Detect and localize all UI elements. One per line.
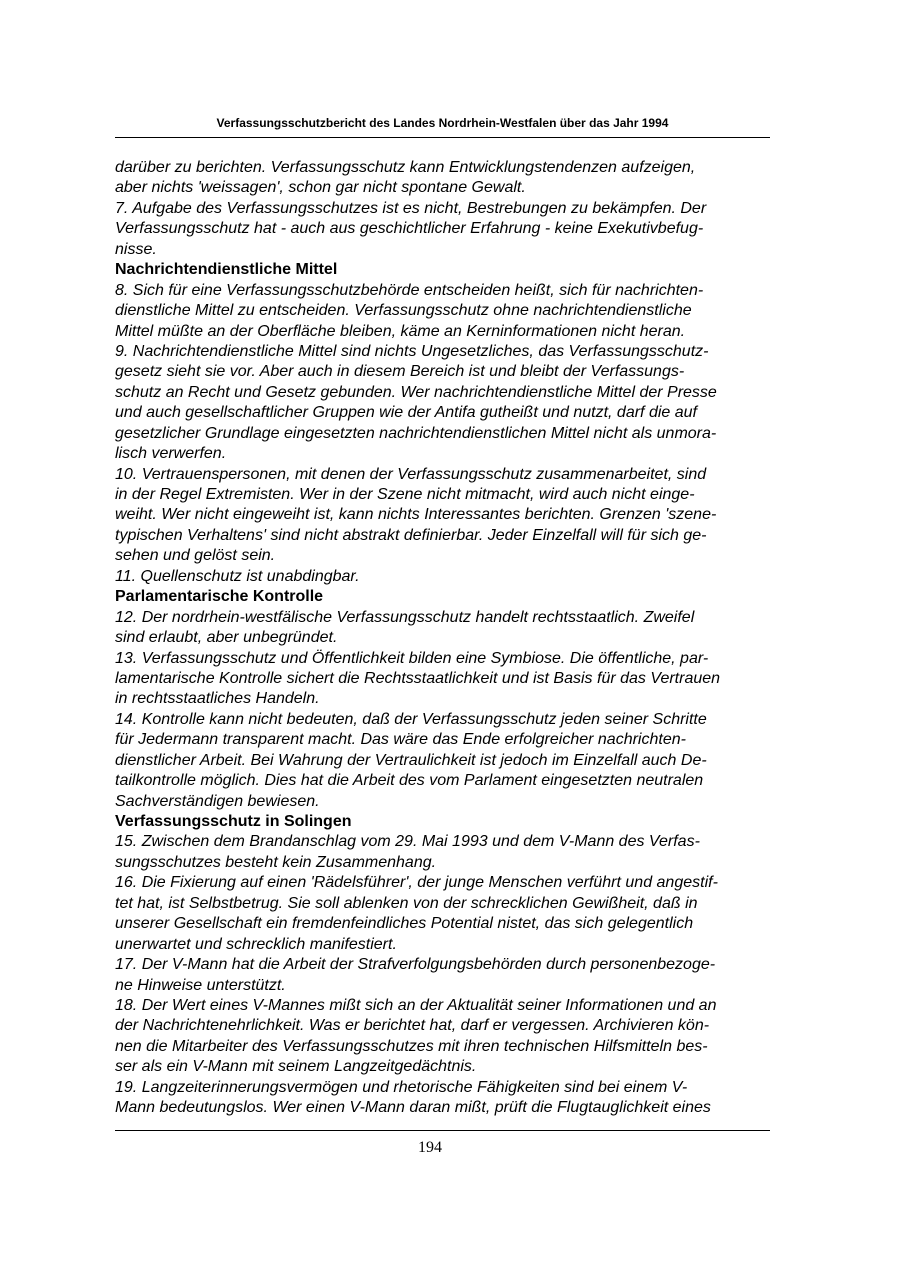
body-text <box>115 158 787 1119</box>
page-number: 194 <box>418 1139 442 1156</box>
text-line: 11. Quellenschutz ist unabdingbar. <box>115 567 360 585</box>
text-line: der Nachrichtenehrlichkeit. Was er berichtet hat, darf er vergessen. Archivieren kön- <box>115 1017 710 1035</box>
text-line: 17. Der V-Mann hat die Arbeit der Strafverfolgungsbehörden durch personenbezoge- <box>115 956 716 974</box>
text-line: ne Hinweise unterstützt. <box>115 976 286 994</box>
footer-rule <box>115 1130 770 1131</box>
text-line: aber nichts 'weissagen', schon gar nicht spontane Gewalt. <box>115 179 526 197</box>
text-line: 15. Zwischen dem Brandanschlag vom 29. Mai 1993 und dem V-Mann des Verfas- <box>115 833 700 851</box>
section-heading: Verfassungsschutz in Solingen <box>115 813 352 830</box>
text-line: 16. Die Fixierung auf einen 'Rädelsführer', der junge Menschen verführt und angestif- <box>115 874 718 892</box>
text-line: sind erlaubt, aber unbegründet. <box>115 629 338 647</box>
text-line: tet hat, ist Selbstbetrug. Sie soll ablenken von der schrecklichen Gewißheit, daß in <box>115 894 698 912</box>
text-line: Sachverständigen bewiesen. <box>115 792 320 810</box>
text-line: und auch gesellschaftlicher Gruppen wie der Antifa gutheißt und nutzt, darf die auf <box>115 404 697 422</box>
text-line: 9. Nachrichtendienstliche Mittel sind nichts Ungesetzliches, das Verfassungsschutz- <box>115 342 709 360</box>
text-line: tailkontrolle möglich. Dies hat die Arbeit des vom Parlament eingesetzten neutralen <box>115 772 704 790</box>
text-line: sungsschutzes besteht kein Zusammenhang. <box>115 853 437 871</box>
text-line: für Jedermann transparent macht. Das wäre das Ende erfolgreicher nachrichten- <box>115 731 686 749</box>
text-line: nisse. <box>115 240 157 258</box>
text-line: Mittel müßte an der Oberfläche bleiben, käme an Kerninformationen nicht heran. <box>115 322 686 340</box>
text-line: ser als ein V-Mann mit seinem Langzeitgedächtnis. <box>115 1058 477 1076</box>
text-line: gesetzlicher Grundlage eingesetzten nachrichtendienstlichen Mittel nicht als unmora- <box>115 424 717 442</box>
text-line: darüber zu berichten. Verfassungsschutz kann Entwicklungstendenzen aufzeigen, <box>115 159 696 176</box>
text-line: sehen und gelöst sein. <box>115 547 276 565</box>
text-line: lamentarische Kontrolle sichert die Rechtsstaatlichkeit und ist Basis für das Vertrauen <box>115 669 721 687</box>
text-line: unerwartet und schrecklich manifestiert. <box>115 935 397 953</box>
text-line: gesetz sieht sie vor. Aber auch in diesem Bereich ist und bleibt der Verfassungs- <box>115 363 685 381</box>
text-line: lisch verwerfen. <box>115 445 227 463</box>
text-line: Mann bedeutungslos. Wer einen V-Mann daran mißt, prüft die Flugtauglichkeit eines <box>115 1099 711 1117</box>
text-line: 7. Aufgabe des Verfassungsschutzes ist es nicht, Bestrebungen zu bekämpfen. Der <box>115 199 707 217</box>
text-line: weiht. Wer nicht eingeweiht ist, kann nichts Interessantes berichten. Grenzen 'szene- <box>115 506 717 524</box>
text-line: dienstlicher Arbeit. Bei Wahrung der Vertraulichkeit ist jedoch im Einzelfall auch De- <box>115 751 707 769</box>
text-line: Verfassungsschutz hat - auch aus geschichtlicher Erfahrung - keine Exekutivbefug- <box>115 220 704 238</box>
text-line: 18. Der Wert eines V-Mannes mißt sich an der Aktualität seiner Informationen und an <box>115 996 717 1014</box>
text-line: 8. Sich für eine Verfassungsschutzbehörde entscheiden heißt, sich für nachrichten- <box>115 281 704 299</box>
text-line: nen die Mitarbeiter des Verfassungsschutzes mit ihren technischen Hilfsmitteln bes- <box>115 1037 708 1055</box>
text-line: schutz an Recht und Gesetz gebunden. Wer nachrichtendienstliche Mittel der Presse <box>115 383 717 401</box>
section-heading: Nachrichtendienstliche Mittel <box>115 261 338 279</box>
text-line: typischen Verhaltens' sind nicht abstrakt definierbar. Jeder Einzelfall will für sich ge- <box>115 526 707 544</box>
text-line: 14. Kontrolle kann nicht bedeuten, daß der Verfassungsschutz jeden seiner Schritte <box>115 710 707 728</box>
text-line: 13. Verfassungsschutz und Öffentlichkeit bilden eine Symbiose. Die öffentliche, par- <box>115 649 709 667</box>
section-heading: Parlamentarische Kontrolle <box>115 588 324 606</box>
text-line: dienstliche Mittel zu entscheiden. Verfassungsschutz ohne nachrichtendienstliche <box>115 302 692 320</box>
text-line: in rechtsstaatliches Handeln. <box>115 690 320 708</box>
text-line: unserer Gesellschaft ein fremdenfeindliches Potential nistet, das sich gelegentlich <box>115 915 694 933</box>
text-line: 19. Langzeiterinnerungsvermögen und rhetorische Fähigkeiten sind bei einem V- <box>115 1078 688 1096</box>
text-line: in der Regel Extremisten. Wer in der Szene nicht mitmacht, wird auch nicht einge- <box>115 486 695 503</box>
text-line: 12. Der nordrhein-westfälische Verfassungsschutz handelt rechtsstaatlich. Zweifel <box>115 608 695 626</box>
text-line: 10. Vertrauenspersonen, mit denen der Verfassungsschutz zusammenarbeitet, sind <box>115 465 707 483</box>
header-rule <box>115 137 770 138</box>
running-header: Verfassungsschutzbericht des Landes Nordrhein-Westfalen über das Jahr 1994 <box>216 116 669 130</box>
